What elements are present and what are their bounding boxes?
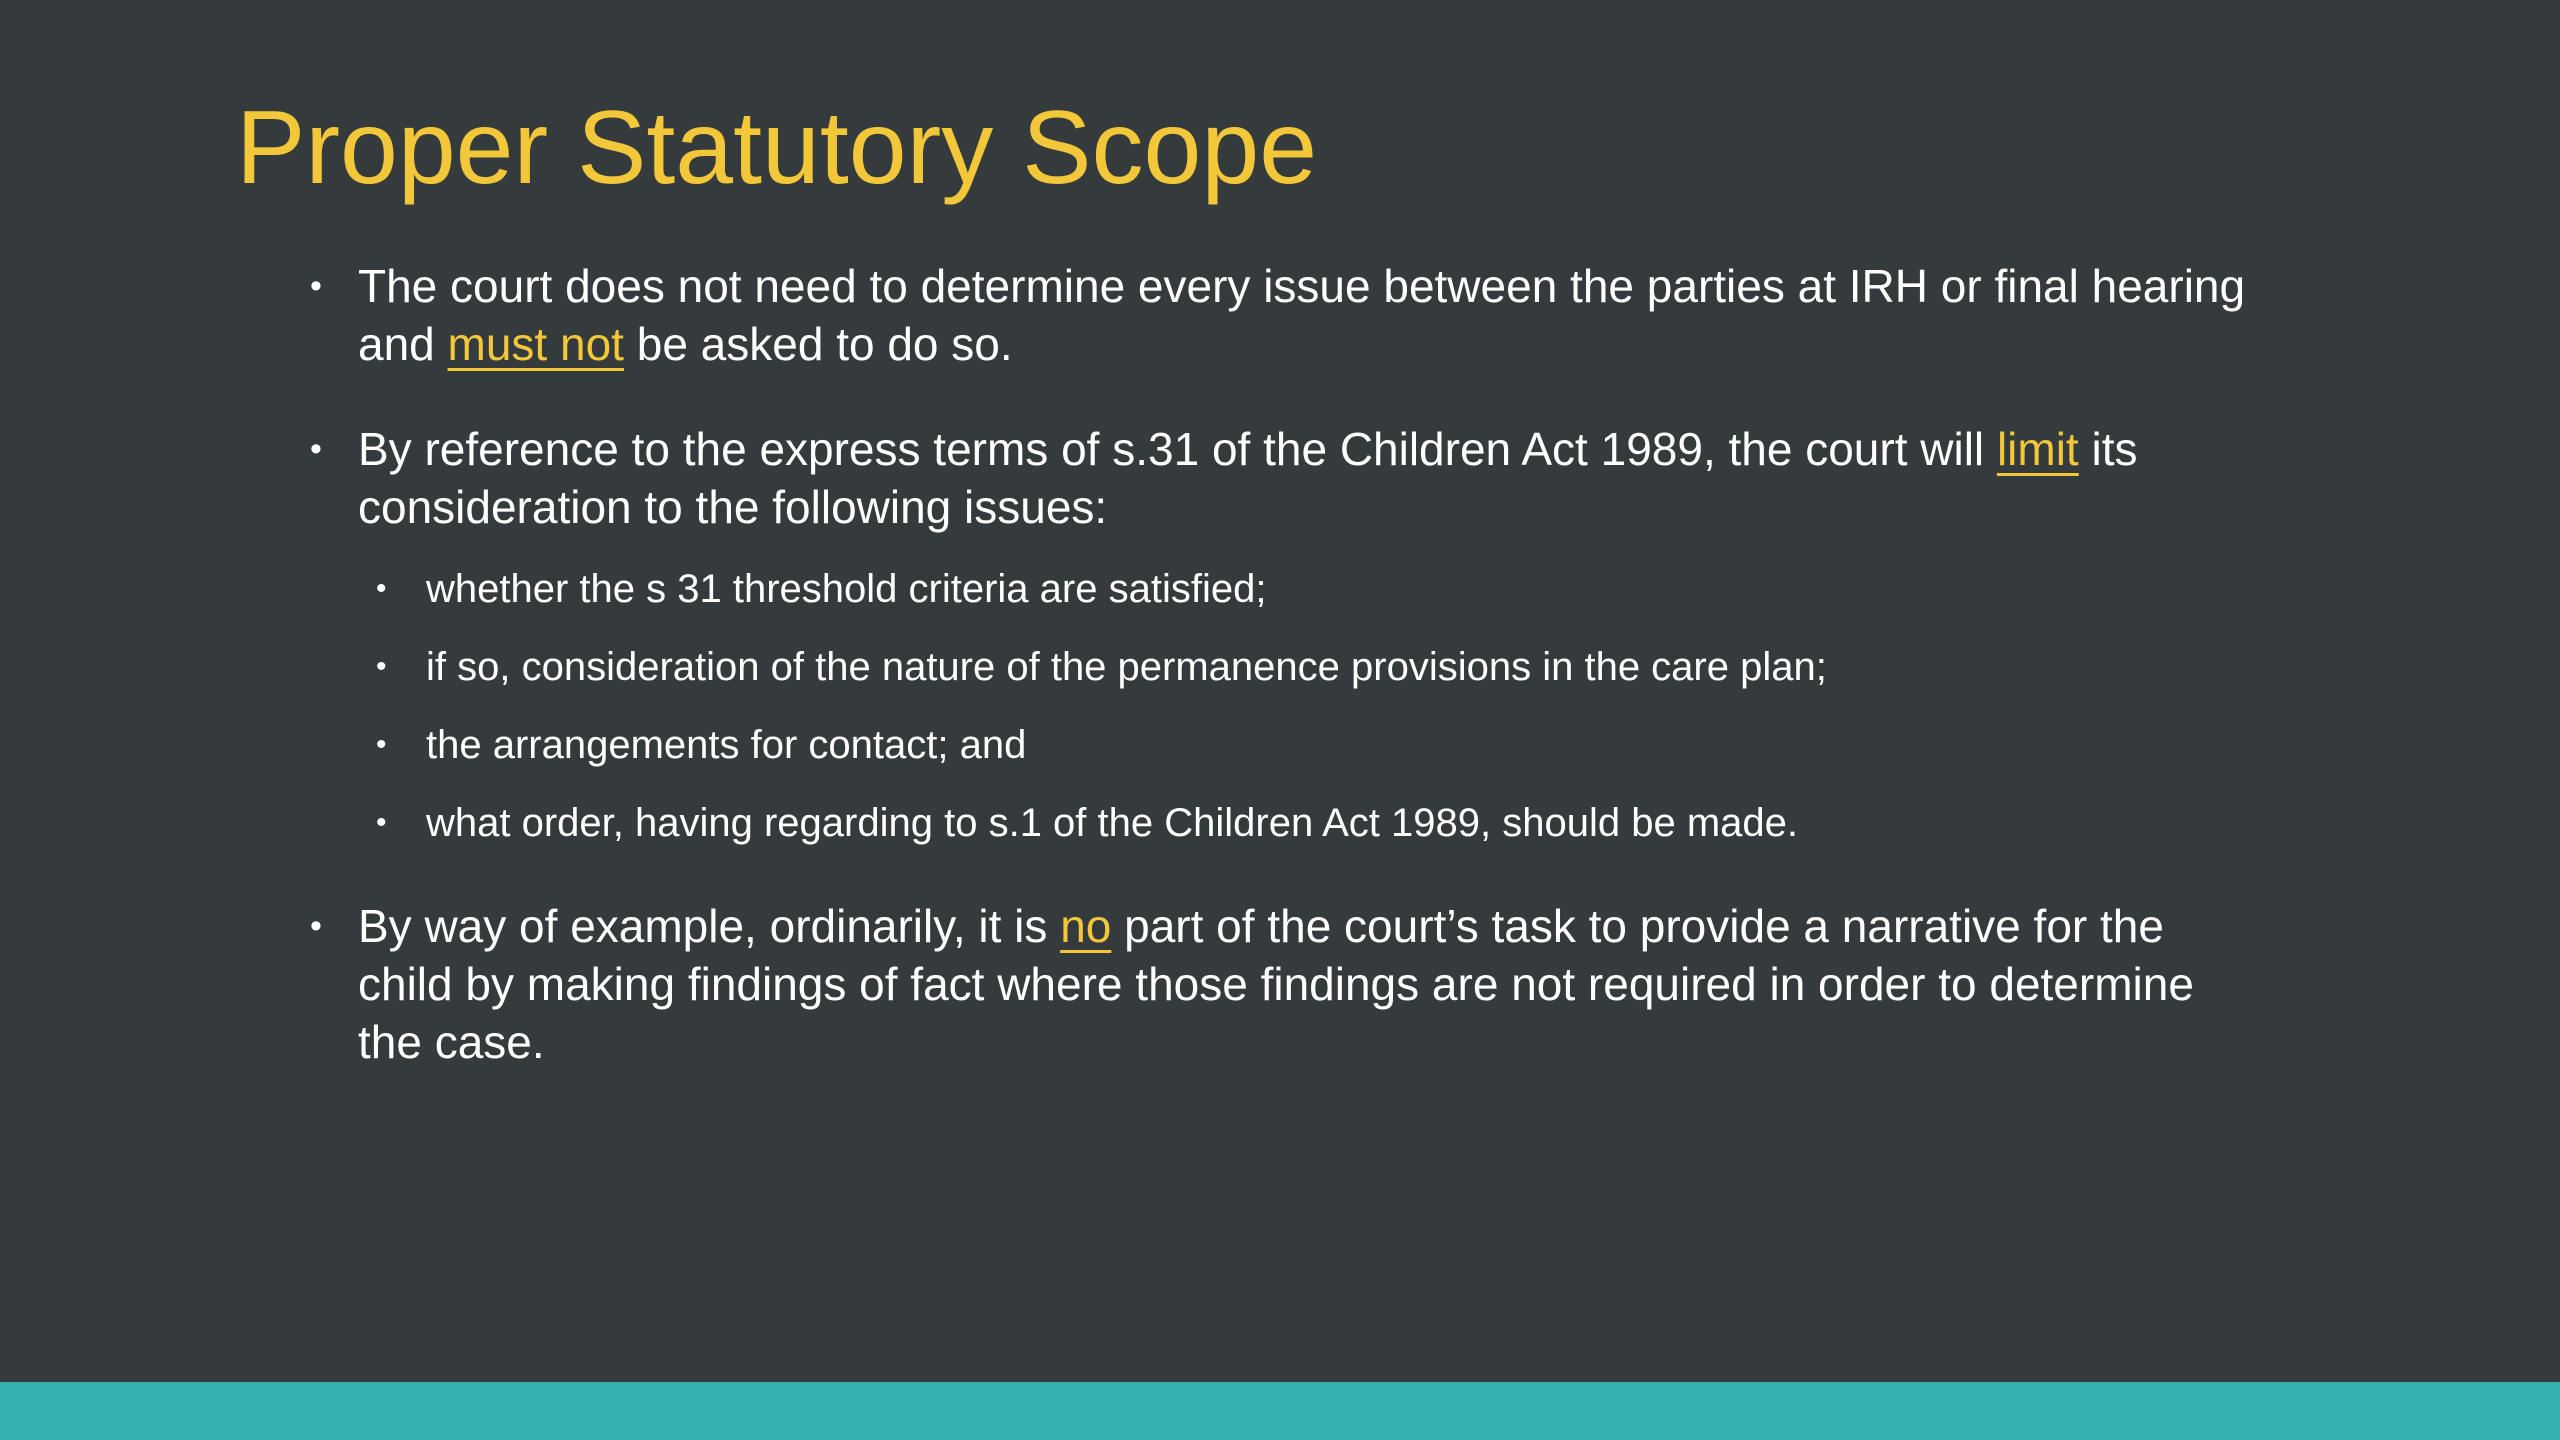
- bullet-dot-icon: •: [310, 267, 322, 305]
- bullet-2-text: [358, 420, 2260, 536]
- bullet-2-part-3: its consideration to the following issues:: [358, 423, 2138, 533]
- sub-bullet-dot-icon: •: [376, 728, 387, 761]
- bullet-1-text: [358, 257, 2260, 373]
- sub-bullet-2: [376, 641, 2176, 693]
- slide-title: Proper Statutory Scope: [236, 90, 1318, 206]
- bullet-dot-icon: •: [310, 430, 322, 468]
- bullet-2-part-1: By reference to the express terms of s.31 of the Children Act 1989, the court will: [358, 423, 1997, 475]
- bullet-2-highlight: limit: [1996, 423, 2079, 475]
- bullet-3-highlight: no: [1060, 900, 1112, 952]
- footer-accent-bar: [0, 1382, 2560, 1440]
- bullet-1: [310, 257, 2260, 373]
- sub-bullet-4: [376, 797, 2176, 849]
- bullet-3-part-1: By way of example, ordinarily, it is: [358, 900, 1061, 952]
- bullet-3-part-3: part of the court’s task to provide a narrative for the child by making findings of fact where those findings are not required in order to determine the case.: [358, 900, 2194, 1068]
- sub-bullet-4-text: what order, having regarding to s.1 of the Children Act 1989, should be made.: [426, 801, 1798, 845]
- sub-bullet-1-text: whether the s 31 threshold criteria are satisfied;: [426, 567, 1267, 611]
- sub-bullet-2-text: if so, consideration of the nature of the permanence provisions in the care plan;: [426, 645, 1827, 689]
- bullet-3: [310, 897, 2260, 1071]
- sub-bullet-dot-icon: •: [376, 650, 387, 683]
- sub-bullet-3: [376, 719, 2176, 771]
- bullet-3-text: [358, 897, 2260, 1071]
- sub-bullet-dot-icon: •: [376, 806, 387, 839]
- sub-bullet-3-text: the arrangements for contact; and: [426, 723, 1027, 767]
- bullet-dot-icon: •: [310, 907, 322, 945]
- bullet-1-highlight: must not: [447, 318, 624, 370]
- bullet-1-part-3: be asked to do so.: [623, 318, 1013, 370]
- bullet-2: [310, 420, 2260, 536]
- sub-bullet-dot-icon: •: [376, 572, 387, 605]
- bullet-1-part-1: The court does not need to determine every issue between the parties at IRH or final hearing and: [358, 260, 2246, 370]
- sub-bullet-1: [376, 563, 2176, 615]
